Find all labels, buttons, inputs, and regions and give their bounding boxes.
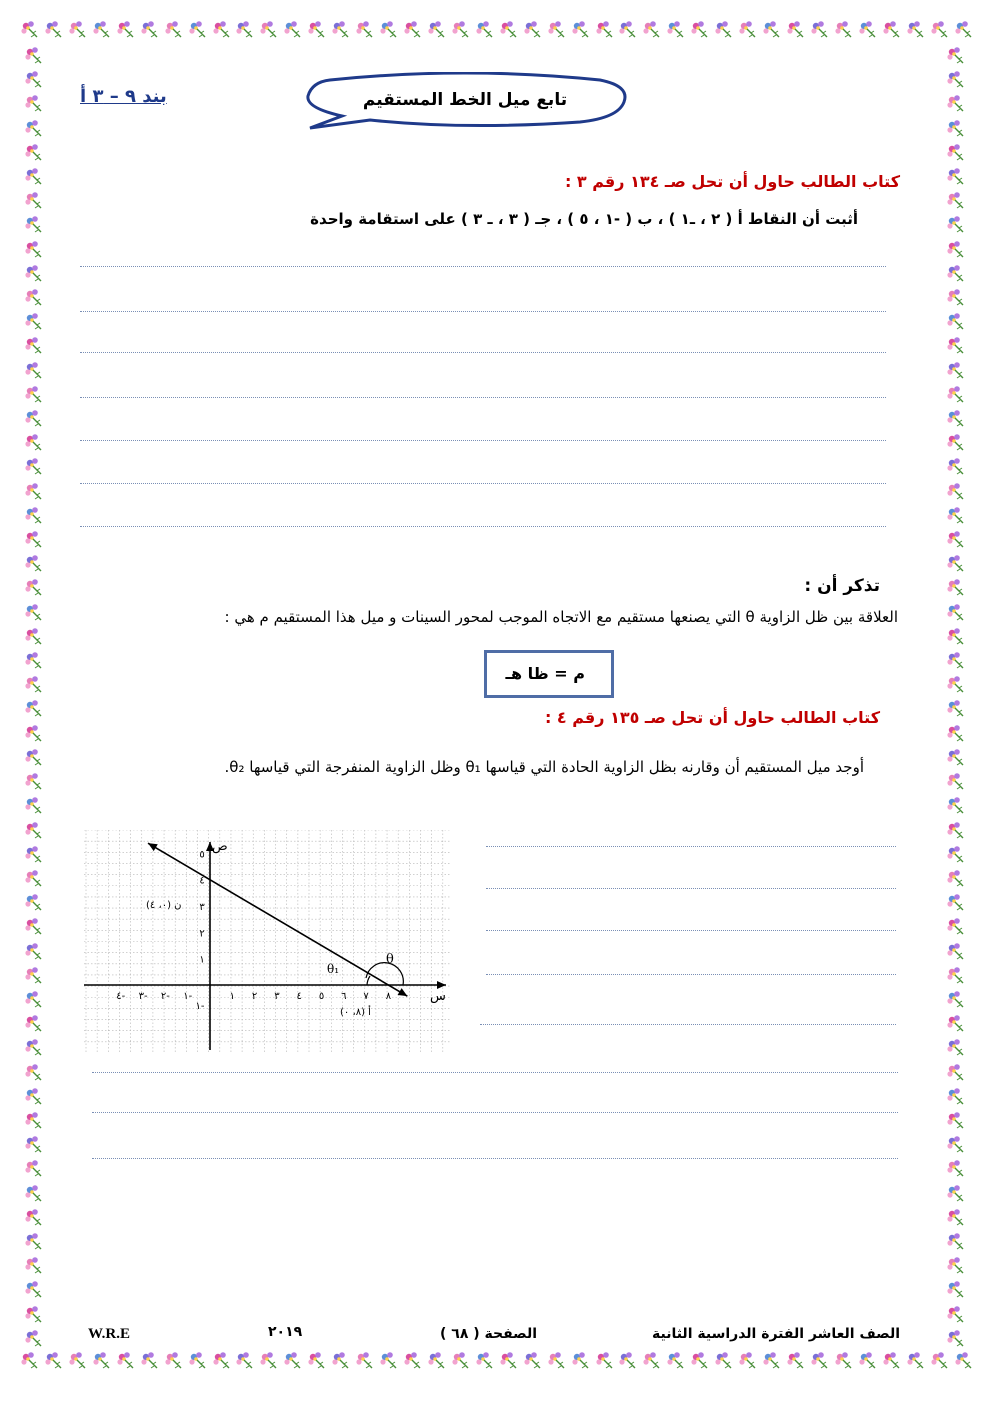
- flower-icon: [880, 18, 902, 40]
- flower-icon: [22, 310, 44, 332]
- y-tick-label: ٢: [199, 928, 205, 940]
- exercise2-statement: أوجد ميل المستقيم أن وقارنه بظل الزاوية الحادة التي قياسها θ₁ وظل الزاوية المنفرجة التي قياسها θ₂.: [224, 758, 864, 776]
- flower-icon: [593, 18, 615, 40]
- flower-icon: [944, 480, 966, 502]
- flower-icon: [401, 18, 423, 40]
- flower-icon: [944, 238, 966, 260]
- footer-grade: الصف العاشر الفترة الدراسية الثانية: [652, 1326, 900, 1342]
- flower-icon: [22, 1157, 44, 1179]
- formula-box: [484, 650, 614, 698]
- x-axis-label: س: [430, 989, 446, 1004]
- flower-icon: [944, 1133, 966, 1155]
- flower-icon: [22, 819, 44, 841]
- flower-icon: [944, 770, 966, 792]
- flower-icon: [22, 915, 44, 937]
- answer-line: [92, 1158, 898, 1159]
- flower-icon: [784, 1349, 806, 1371]
- flower-icon: [944, 964, 966, 986]
- flower-icon: [712, 18, 734, 40]
- flower-icon: [18, 1349, 40, 1371]
- flower-icon: [162, 18, 184, 40]
- flower-icon: [944, 722, 966, 744]
- flower-icon: [22, 746, 44, 768]
- flower-icon: [944, 334, 966, 356]
- flower-icon: [904, 18, 926, 40]
- flower-icon: [640, 1349, 662, 1371]
- flower-icon: [944, 1327, 966, 1349]
- y-tick-label: ٥: [199, 849, 205, 861]
- flower-icon: [944, 746, 966, 768]
- flower-icon: [42, 18, 64, 40]
- y-tick-label: ١: [199, 954, 205, 966]
- flower-icon: [736, 1349, 758, 1371]
- page-title: تابع ميل الخط المستقيم: [362, 90, 568, 110]
- flower-icon: [944, 1036, 966, 1058]
- point-a-label: أ (٨، ٠): [340, 1007, 371, 1018]
- flower-icon: [22, 286, 44, 308]
- flower-icon: [281, 1349, 303, 1371]
- answer-line: [80, 526, 886, 527]
- flower-icon: [856, 1349, 878, 1371]
- exercise2-heading: كتاب الطالب حاول أن تحل صـ ١٣٥ رقم ٤ :: [544, 708, 880, 727]
- flower-icon: [22, 649, 44, 671]
- flower-icon: [329, 18, 351, 40]
- flower-icon: [22, 504, 44, 526]
- flower-icon: [22, 552, 44, 574]
- flower-icon: [377, 18, 399, 40]
- flower-icon: [944, 310, 966, 332]
- y-tick-label: ١-: [195, 1001, 205, 1012]
- flower-icon: [66, 18, 88, 40]
- flower-icon: [210, 18, 232, 40]
- flower-icon: [22, 1012, 44, 1034]
- flower-icon: [186, 18, 208, 40]
- footer-year: ٢٠١٩: [268, 1324, 303, 1340]
- flower-icon: [42, 1349, 64, 1371]
- flower-icon: [944, 1230, 966, 1252]
- flower-icon: [138, 18, 160, 40]
- answer-line: [80, 397, 886, 398]
- flower-icon: [569, 18, 591, 40]
- flower-icon: [616, 1349, 638, 1371]
- flower-icon: [22, 1206, 44, 1228]
- flower-icon: [22, 770, 44, 792]
- flower-icon: [944, 141, 966, 163]
- flower-icon: [22, 1254, 44, 1276]
- flower-icon: [257, 1349, 279, 1371]
- y-tick-label: ٤: [199, 875, 205, 887]
- flower-icon: [90, 1349, 112, 1371]
- flower-icon: [22, 92, 44, 114]
- flower-icon: [473, 18, 495, 40]
- answer-line: [92, 1112, 898, 1113]
- footer-page: الصفحة ( ٦٨ ): [440, 1326, 538, 1342]
- flower-icon: [22, 1303, 44, 1325]
- flower-icon: [593, 1349, 615, 1371]
- x-tick-label: ٣-: [138, 991, 148, 1002]
- flower-icon: [22, 601, 44, 623]
- flower-icon: [944, 1206, 966, 1228]
- flower-icon: [944, 673, 966, 695]
- flower-icon: [944, 431, 966, 453]
- flower-icon: [832, 1349, 854, 1371]
- acute-angle-arc: [367, 976, 370, 985]
- flower-icon: [545, 1349, 567, 1371]
- flower-icon: [305, 1349, 327, 1371]
- answer-line: [80, 311, 886, 312]
- flower-icon: [944, 189, 966, 211]
- line-an: [148, 843, 407, 996]
- flower-icon: [22, 1133, 44, 1155]
- flower-icon: [736, 18, 758, 40]
- flower-icon: [944, 940, 966, 962]
- flower-icon: [944, 601, 966, 623]
- flower-icon: [944, 1182, 966, 1204]
- flower-icon: [944, 68, 966, 90]
- flower-icon: [944, 92, 966, 114]
- flower-icon: [233, 1349, 255, 1371]
- flower-icon: [944, 383, 966, 405]
- flower-icon: [425, 1349, 447, 1371]
- flower-icon: [22, 431, 44, 453]
- x-tick-label: ٢-: [160, 991, 170, 1002]
- bottom-border: [18, 1349, 974, 1375]
- flower-icon: [449, 1349, 471, 1371]
- flower-icon: [22, 625, 44, 647]
- flower-icon: [114, 18, 136, 40]
- flower-icon: [944, 867, 966, 889]
- flower-icon: [22, 576, 44, 598]
- flower-icon: [22, 722, 44, 744]
- flower-icon: [944, 504, 966, 526]
- x-tick-label: ٤-: [116, 991, 126, 1002]
- answer-line: [92, 1072, 898, 1073]
- flower-icon: [944, 1012, 966, 1034]
- answer-line: [80, 266, 886, 267]
- flower-icon: [944, 891, 966, 913]
- flower-icon: [497, 18, 519, 40]
- flower-icon: [162, 1349, 184, 1371]
- x-tick-label: ٧: [363, 991, 369, 1002]
- flower-icon: [353, 1349, 375, 1371]
- flower-icon: [928, 1349, 950, 1371]
- flower-icon: [22, 964, 44, 986]
- flower-icon: [114, 1349, 136, 1371]
- flower-icon: [944, 1061, 966, 1083]
- exercise1-heading: كتاب الطالب حاول أن تحل صـ ١٣٤ رقم ٣ :: [564, 172, 900, 191]
- flower-icon: [521, 1349, 543, 1371]
- flower-icon: [377, 1349, 399, 1371]
- point-n-label: ن (٠، ٤): [146, 900, 182, 911]
- flower-icon: [22, 238, 44, 260]
- flower-icon: [569, 1349, 591, 1371]
- flower-icon: [944, 988, 966, 1010]
- flower-icon: [944, 697, 966, 719]
- flower-icon: [22, 891, 44, 913]
- flower-icon: [281, 18, 303, 40]
- flower-icon: [944, 455, 966, 477]
- y-axis-label: ص: [212, 839, 228, 854]
- flower-icon: [22, 1109, 44, 1131]
- flower-icon: [944, 286, 966, 308]
- flower-icon: [22, 262, 44, 284]
- flower-icon: [760, 18, 782, 40]
- footer-author: W.R.E: [88, 1326, 130, 1342]
- flower-icon: [22, 117, 44, 139]
- flower-icon: [616, 18, 638, 40]
- flower-icon: [473, 1349, 495, 1371]
- flower-icon: [832, 18, 854, 40]
- flower-icon: [22, 1327, 44, 1349]
- answer-line: [80, 440, 886, 441]
- x-tick-label: ٦: [341, 991, 347, 1002]
- flower-icon: [497, 1349, 519, 1371]
- right-border: [944, 44, 970, 1349]
- flower-icon: [305, 18, 327, 40]
- flower-icon: [22, 528, 44, 550]
- flower-icon: [22, 673, 44, 695]
- flower-icon: [944, 262, 966, 284]
- flower-icon: [449, 18, 471, 40]
- flower-icon: [928, 18, 950, 40]
- flower-icon: [880, 1349, 902, 1371]
- top-border: [18, 18, 974, 44]
- flower-icon: [22, 697, 44, 719]
- flower-icon: [22, 165, 44, 187]
- flower-icon: [22, 843, 44, 865]
- flower-icon: [944, 1109, 966, 1131]
- flower-icon: [944, 407, 966, 429]
- flower-icon: [664, 1349, 686, 1371]
- flower-icon: [186, 1349, 208, 1371]
- flower-icon: [22, 68, 44, 90]
- flower-icon: [808, 18, 830, 40]
- flower-icon: [22, 1182, 44, 1204]
- flower-icon: [22, 1230, 44, 1252]
- flower-icon: [521, 18, 543, 40]
- flower-icon: [22, 1278, 44, 1300]
- x-tick-label: ٥: [318, 991, 325, 1002]
- flower-icon: [640, 18, 662, 40]
- flower-icon: [22, 1036, 44, 1058]
- obtuse-angle-label: θ: [386, 952, 394, 967]
- flower-icon: [944, 649, 966, 671]
- flower-icon: [944, 794, 966, 816]
- flower-icon: [22, 141, 44, 163]
- flower-icon: [944, 1254, 966, 1276]
- answer-line: [480, 1024, 896, 1025]
- flower-icon: [329, 1349, 351, 1371]
- formula: م = ظا هـ: [505, 664, 585, 683]
- flower-icon: [712, 1349, 734, 1371]
- flower-icon: [944, 213, 966, 235]
- x-tick-label: ١-: [183, 991, 193, 1002]
- coordinate-graph: [84, 830, 450, 1052]
- flower-icon: [233, 18, 255, 40]
- remember-text: العلاقة بين ظل الزاوية θ التي يصنعها مستقيم مع الاتجاه الموجب لمحور السينات و ميل هذا المستقيم م هي :: [224, 608, 898, 626]
- flower-icon: [22, 480, 44, 502]
- flower-icon: [944, 44, 966, 66]
- flower-icon: [18, 18, 40, 40]
- flower-icon: [257, 18, 279, 40]
- flower-icon: [944, 576, 966, 598]
- flower-icon: [808, 1349, 830, 1371]
- answer-line: [486, 846, 896, 847]
- x-tick-label: ٣: [274, 991, 280, 1002]
- flower-icon: [22, 407, 44, 429]
- acute-angle-label: θ₁: [327, 962, 340, 976]
- flower-icon: [22, 867, 44, 889]
- flower-icon: [856, 18, 878, 40]
- flower-icon: [944, 552, 966, 574]
- flower-icon: [760, 1349, 782, 1371]
- flower-icon: [66, 1349, 88, 1371]
- flower-icon: [944, 165, 966, 187]
- left-border: [22, 44, 48, 1349]
- answer-line: [486, 974, 896, 975]
- x-tick-label: ١: [229, 991, 235, 1002]
- flower-icon: [22, 940, 44, 962]
- x-tick-label: ٨: [385, 991, 392, 1002]
- flower-icon: [138, 1349, 160, 1371]
- flower-icon: [944, 1278, 966, 1300]
- flower-icon: [904, 1349, 926, 1371]
- flower-icon: [944, 915, 966, 937]
- flower-icon: [22, 359, 44, 381]
- title-bubble: [300, 72, 630, 132]
- flower-icon: [952, 1349, 974, 1371]
- x-tick-label: ٤: [296, 991, 302, 1002]
- flower-icon: [688, 18, 710, 40]
- flower-icon: [210, 1349, 232, 1371]
- flower-icon: [22, 44, 44, 66]
- answer-line: [486, 888, 896, 889]
- flower-icon: [784, 18, 806, 40]
- flower-icon: [353, 18, 375, 40]
- answer-line: [80, 483, 886, 484]
- flower-icon: [688, 1349, 710, 1371]
- flower-icon: [944, 819, 966, 841]
- flower-icon: [22, 1061, 44, 1083]
- flower-icon: [944, 359, 966, 381]
- answer-line: [486, 930, 896, 931]
- obtuse-angle-arc: [366, 963, 403, 985]
- flower-icon: [944, 625, 966, 647]
- flower-icon: [664, 18, 686, 40]
- flower-icon: [944, 843, 966, 865]
- flower-icon: [22, 383, 44, 405]
- flower-icon: [944, 1085, 966, 1107]
- flower-icon: [22, 213, 44, 235]
- x-axis-arrow: [437, 981, 446, 989]
- flower-icon: [90, 18, 112, 40]
- flower-icon: [22, 455, 44, 477]
- flower-icon: [22, 1085, 44, 1107]
- x-tick-label: ٢: [251, 991, 258, 1002]
- flower-icon: [22, 794, 44, 816]
- flower-icon: [944, 528, 966, 550]
- flower-icon: [952, 18, 974, 40]
- section-label: بند ٩ – ٣ أ: [80, 86, 167, 107]
- flower-icon: [944, 1157, 966, 1179]
- flower-icon: [22, 334, 44, 356]
- y-tick-label: ٣: [199, 902, 205, 914]
- flower-icon: [944, 117, 966, 139]
- answer-line: [80, 352, 886, 353]
- flower-icon: [22, 189, 44, 211]
- flower-icon: [425, 18, 447, 40]
- flower-icon: [944, 1303, 966, 1325]
- flower-icon: [22, 988, 44, 1010]
- exercise1-statement: أثبت أن النقاط أ ( ٢ ، ـ١ ) ، ب ( -١ ، ٥ ) ، جـ ( ٣ ، ـ ٣ ) على استقامة واحدة: [310, 210, 858, 228]
- flower-icon: [401, 1349, 423, 1371]
- flower-icon: [545, 18, 567, 40]
- remember-title: تذكر أن :: [804, 576, 880, 596]
